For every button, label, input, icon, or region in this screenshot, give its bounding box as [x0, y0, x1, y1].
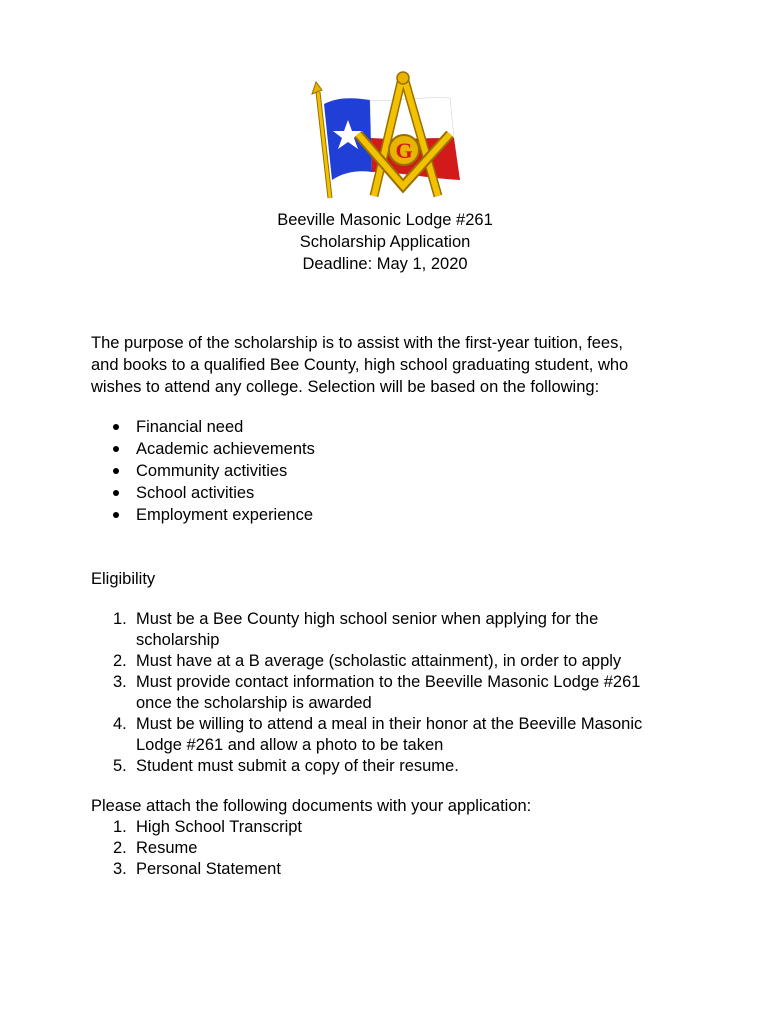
lodge-name: Beeville Masonic Lodge #261 — [277, 211, 493, 229]
selection-criteria-list — [113, 416, 315, 526]
criteria-item: School activities — [113, 482, 315, 504]
purpose-line: The purpose of the scholarship is to assist with the first-year tuition, fees, — [91, 334, 623, 352]
criteria-item: Community activities — [113, 460, 315, 482]
eligibility-item: 4. Must be willing to attend a meal in their honor at the Beeville Masonic Lodge #261 and allow a photo to be taken — [113, 715, 643, 754]
eligibility-heading: Eligibility — [91, 570, 156, 588]
bullet-icon — [113, 446, 119, 452]
purpose-line: and books to a qualified Bee County, high school graduating student, who — [91, 356, 629, 374]
attachments-list — [113, 817, 302, 880]
bullet-icon — [113, 512, 119, 518]
eligibility-item: 2. Must have at a B average (scholastic attainment), in order to apply — [113, 652, 622, 670]
criteria-item: Employment experience — [113, 504, 315, 526]
deadline: Deadline: May 1, 2020 — [302, 255, 468, 273]
document-header — [0, 209, 770, 275]
eligibility-item: 3. Must provide contact information to the Beeville Masonic Lodge #261 once the scholarship is awarded — [113, 673, 641, 712]
criteria-item: Academic achievements — [113, 438, 315, 460]
eligibility-item: 5. Student must submit a copy of their resume. — [113, 757, 459, 775]
masonic-texas-flag-logo — [300, 68, 466, 206]
bullet-icon — [113, 490, 119, 496]
bullet-icon — [113, 424, 119, 430]
purpose-line: wishes to attend any college. Selection will be based on the following: — [91, 378, 600, 396]
purpose-paragraph — [91, 332, 691, 398]
bullet-icon — [113, 468, 119, 474]
attachment-item: 3. Personal Statement — [113, 860, 281, 878]
attachment-item: 1. High School Transcript — [113, 818, 302, 836]
g-letter-emblem: G — [395, 138, 413, 163]
eligibility-item: 1. Must be a Bee County high school senior when applying for the scholarship — [113, 610, 599, 649]
attachment-item: 2. Resume — [113, 839, 198, 857]
criteria-item: Financial need — [113, 416, 315, 438]
eligibility-list — [113, 609, 713, 777]
attachments-intro: Please attach the following documents with your application: — [91, 797, 532, 815]
application-title: Scholarship Application — [299, 233, 471, 251]
